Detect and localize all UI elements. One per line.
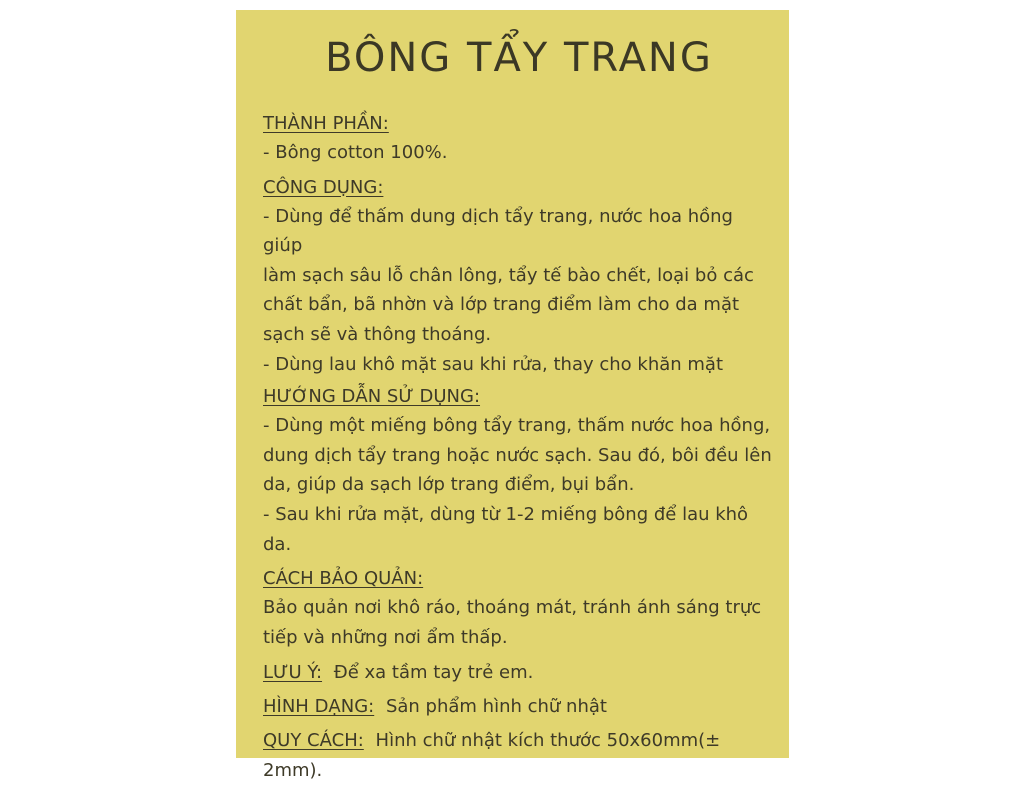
row-value-shape: Sản phẩm hình chữ nhật: [385, 696, 607, 718]
row-heading-shape: HÌNH DẠNG:: [263, 696, 375, 718]
section-body-uses: - Dùng để thấm dung dịch tẩy trang, nước hoa hồng giúp làm sạch sâu lỗ chân lông, tẩy tế bào chết, loại bỏ các chất bẩn, bã nhờn và lớp trang điểm làm cho da mặt sạch sẽ và thông thoáng. - Dùng lau khô mặt sau khi rửa, thay cho khăn mặt: [263, 205, 754, 375]
row-heading-specification: QUY CÁCH:: [263, 730, 364, 752]
section-heading-uses: CÔNG DỤNG:: [263, 176, 384, 198]
row-value-specification: Hình chữ nhật kích thước 50x60mm(± 2mm).: [263, 730, 721, 782]
row-value-warning: Để xa tầm tay trẻ em.: [333, 662, 534, 684]
section-body-storage: Bảo quản nơi khô ráo, thoáng mát, tránh ánh sáng trực tiếp và những nơi ẩm thấp.: [263, 597, 762, 648]
section-heading-instructions: HƯỚNG DẪN SỬ DỤNG:: [263, 386, 481, 408]
row-shape: [263, 692, 775, 722]
row-specification: [263, 726, 775, 786]
section-heading-storage: CÁCH BẢO QUẢN:: [263, 568, 424, 590]
label-title: BÔNG TẨY TRANG: [325, 35, 713, 81]
section-instructions: [263, 383, 775, 559]
section-ingredients: [263, 110, 775, 168]
section-body-instructions: - Dùng một miếng bông tẩy trang, thấm nước hoa hồng, dung dịch tẩy trang hoặc nước sạch. Sau đó, bôi đều lên da, giúp da sạch lớp trang điểm, bụi bẩn. - Sau khi rửa mặt, dùng từ 1-2 miếng bông để lau khô da.: [263, 415, 772, 555]
product-label-card: [236, 10, 789, 782]
section-heading-ingredients: THÀNH PHẦN:: [263, 113, 389, 134]
section-uses: [263, 174, 775, 380]
row-warning: [263, 658, 775, 688]
row-heading-warning: LƯU Ý:: [263, 662, 323, 684]
section-storage: [263, 565, 775, 652]
section-body-ingredients: - Bông cotton 100%.: [263, 142, 448, 163]
